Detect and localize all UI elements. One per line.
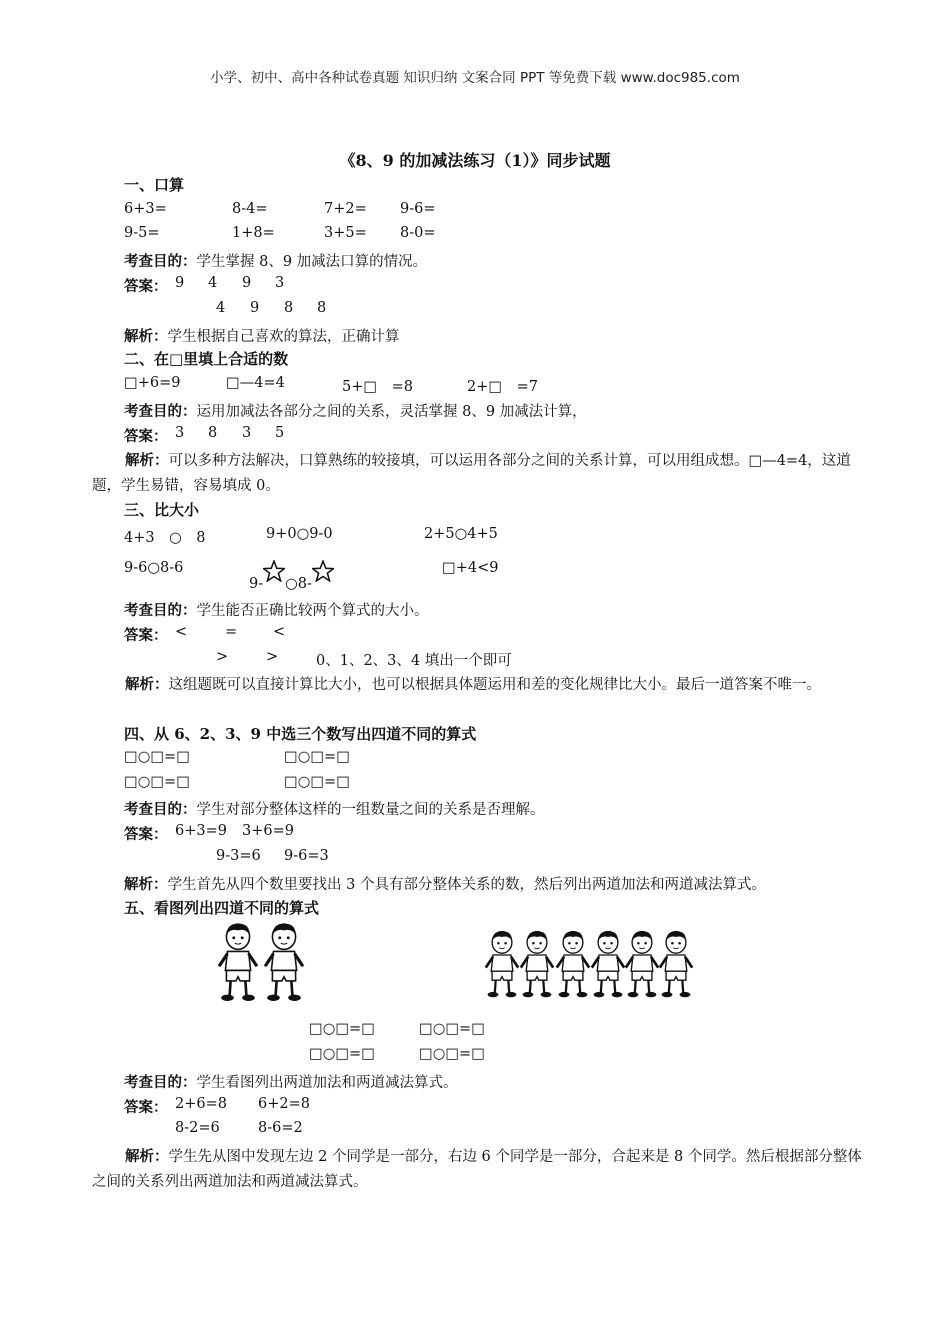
analysis-text: 学生首先从四个数里要找出 3 个具有部分整体关系的数，然后列出两道加法和两道减法算式。	[167, 877, 766, 893]
s2-purpose	[124, 400, 587, 421]
s1-problem: 8-0=	[400, 225, 436, 241]
answer-label: 答案：	[124, 826, 168, 843]
s4-blank: □○□=□	[284, 774, 350, 790]
answer-label: 答案：	[124, 627, 168, 644]
s4-purpose	[124, 798, 545, 819]
s3-answer-label	[124, 624, 168, 645]
purpose-text: 学生掌握 8、9 加减法口算的情况。	[196, 254, 428, 270]
s2-problem: □—4=4	[226, 375, 285, 391]
answer-label: 答案：	[124, 428, 168, 445]
page-title: 《8、9 的加减法练习（1）》同步试题	[339, 151, 611, 170]
child-figure	[519, 926, 555, 1002]
s1-problem: 9-6=	[400, 201, 436, 217]
s3-purpose	[124, 599, 429, 620]
s1-problem: 1+8=	[232, 225, 275, 241]
s4-blank: □○□=□	[284, 749, 350, 765]
analysis-text: 这组题既可以直接计算比大小，也可以根据具体题运用和差的变化规律比大小。最后一道答案不唯一。	[168, 677, 821, 693]
section-1-heading: 一、口算	[124, 176, 185, 194]
s2-answer: 8	[208, 425, 218, 441]
s1-answer: 9	[175, 275, 185, 291]
s1-answer: 4	[216, 300, 226, 316]
s2-problem: □+6=9	[124, 375, 181, 391]
purpose-label: 考查目的：	[124, 801, 197, 818]
s5-blank: □○□=□	[419, 1046, 485, 1062]
s2-answer: 3	[242, 425, 252, 441]
s5-answer: 2+6=8	[175, 1096, 227, 1112]
s3-answer: 0、1、2、3、4 填出一个即可	[316, 653, 512, 669]
s1-problem: 7+2=	[324, 201, 367, 217]
s5-answer-label	[124, 1096, 168, 1117]
s1-answer: 9	[250, 300, 260, 316]
analysis-label: 解析：	[124, 876, 168, 893]
s2-analysis	[92, 448, 862, 499]
section-5-heading: 五、看图列出四道不同的算式	[124, 899, 320, 917]
purpose-label: 考查目的：	[124, 1074, 197, 1091]
s3-problem: 9+0○9-0	[266, 526, 333, 542]
s1-answer-label	[124, 275, 168, 296]
purpose-label: 考查目的：	[124, 403, 197, 420]
s3-problem: □+4<9	[442, 560, 499, 576]
purpose-label: 考查目的：	[124, 253, 197, 270]
s1-answer: 8	[284, 300, 294, 316]
analysis-label: 解析：	[125, 452, 169, 469]
page-header: 小学、初中、高中各种试卷真题 知识归纳 文案合同 PPT 等免费下载 www.doc985.com	[210, 70, 740, 86]
analysis-label: 解析：	[125, 676, 169, 693]
s4-answer-label	[124, 823, 168, 844]
s1-analysis	[124, 325, 400, 346]
s3-problem: 2+5○4+5	[424, 526, 498, 542]
star-icon	[263, 560, 285, 582]
s2-answer: 3	[175, 425, 185, 441]
answer-label: 答案：	[124, 278, 168, 295]
s5-answer: 8-2=6	[175, 1120, 220, 1136]
s3-star-text-1: 9-	[249, 576, 264, 592]
purpose-text: 学生能否正确比较两个算式的大小。	[196, 603, 429, 619]
s3-problem: 4+3 ○ 8	[124, 530, 206, 546]
purpose-text: 学生看图列出两道加法和两道减法算式。	[196, 1075, 458, 1091]
s5-blank: □○□=□	[419, 1021, 485, 1037]
analysis-label: 解析：	[124, 328, 168, 345]
analysis-text: 可以多种方法解决，口算熟练的较接填，可以运用各部分之间的关系计算，可以用组成想。□—4=4，这道题，学生易错，容易填成 0。	[92, 453, 851, 494]
s2-answer-label	[124, 425, 168, 446]
s1-problem: 6+3=	[124, 201, 167, 217]
s5-answer: 6+2=8	[258, 1096, 310, 1112]
s1-answer: 9	[242, 275, 252, 291]
s4-answer: 9-3=6	[216, 848, 261, 864]
s1-answer: 4	[208, 275, 218, 291]
purpose-label: 考查目的：	[124, 602, 197, 619]
s3-problem-star	[249, 560, 334, 592]
s3-analysis	[92, 672, 862, 698]
child-figure	[590, 926, 626, 1002]
s4-blank: □○□=□	[124, 774, 190, 790]
s5-blank: □○□=□	[309, 1021, 375, 1037]
section-4-heading: 四、从 6、2、3、9 中选三个数写出四道不同的算式	[124, 725, 477, 743]
s2-answer: 5	[275, 425, 285, 441]
s1-problem: 8-4=	[232, 201, 268, 217]
child-figure	[624, 926, 660, 1002]
analysis-label: 解析：	[125, 1148, 169, 1165]
s3-answer: >	[216, 649, 229, 665]
s5-purpose	[124, 1071, 458, 1092]
purpose-text: 学生对部分整体这样的一组数量之间的关系是否理解。	[196, 802, 545, 818]
s1-problem: 3+5=	[324, 225, 367, 241]
s2-problem: 2+□ =7	[467, 379, 538, 395]
s2-problem: 5+□ =8	[342, 379, 413, 395]
s1-answer: 8	[317, 300, 327, 316]
section-3-heading: 三、比大小	[124, 501, 200, 519]
child-figure	[555, 926, 591, 1002]
s3-star-text-2: ○8-	[285, 576, 312, 592]
s5-analysis	[92, 1144, 862, 1195]
answer-label: 答案：	[124, 1099, 168, 1116]
s4-analysis	[124, 873, 766, 894]
s4-answer: 3+6=9	[242, 823, 294, 839]
child-figure	[262, 922, 306, 1002]
s4-answer: 6+3=9	[175, 823, 227, 839]
analysis-text: 学生先从图中发现左边 2 个同学是一部分，右边 6 个同学是一部分，合起来是 8 个同学。然后根据部分整体之间的关系列出两道加法和两道减法算式。	[92, 1149, 862, 1190]
s3-problem: 9-6○8-6	[124, 560, 184, 576]
purpose-text: 运用加减法各部分之间的关系，灵活掌握 8、9 加减法计算，	[196, 404, 587, 420]
s3-answer: =	[225, 624, 238, 640]
child-figure	[484, 926, 520, 1002]
s1-answer: 3	[275, 275, 285, 291]
star-icon	[312, 560, 334, 582]
s3-answer: <	[175, 624, 188, 640]
section-2-heading: 二、在□里填上合适的数	[124, 350, 289, 368]
s5-answer: 8-6=2	[258, 1120, 303, 1136]
s5-blank: □○□=□	[309, 1046, 375, 1062]
child-figure	[658, 926, 694, 1002]
s4-answer: 9-6=3	[284, 848, 329, 864]
s1-purpose	[124, 250, 427, 271]
s1-problem: 9-5=	[124, 225, 160, 241]
s3-answer: <	[273, 624, 286, 640]
child-figure	[216, 922, 260, 1002]
s3-answer: >	[266, 649, 279, 665]
analysis-text: 学生根据自己喜欢的算法，正确计算	[167, 329, 400, 345]
s4-blank: □○□=□	[124, 749, 190, 765]
